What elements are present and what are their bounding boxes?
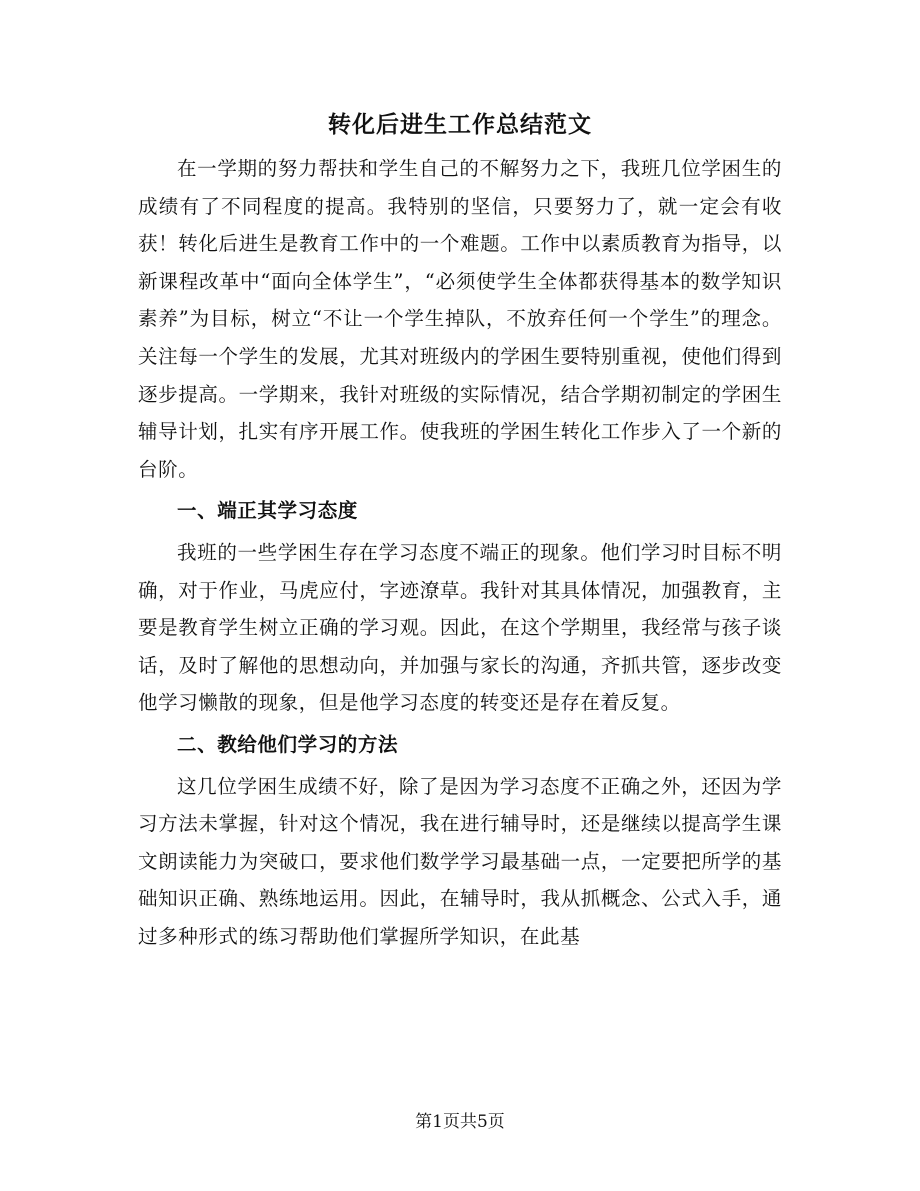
section-heading-1: 一、端正其学习态度 bbox=[177, 499, 358, 523]
section-2-paragraph: 这几位学困生成绩不好，除了是因为学习态度不正确之外，还因为学习方法未掌握，针对这个情况，我在进行辅导时，还是继续以提高学生课文朗读能力为突破口，要求他们数学学习最基础一点，一定要把所学的基础知识正确、熟练地运用。因此，在辅导时，我从抓概念、公式入手，通过多种形式的练习帮助他们掌握所学知识，在此基 bbox=[138, 774, 782, 948]
section-1-paragraph: 我班的一些学困生存在学习态度不端正的现象。他们学习时目标不明确，对于作业，马虎应付，字迹潦草。我针对其具体情况，加强教育，主要是教育学生树立正确的学习观。因此，在这个学期里，我经常与孩子谈话，及时了解他的思想动向，并加强与家长的沟通，齐抓共管，逐步改变他学习懒散的现象，但是他学习态度的转变还是存在着反复。 bbox=[138, 540, 782, 715]
document-body bbox=[138, 150, 782, 955]
intro-paragraph: 在一学期的努力帮扶和学生自己的不解努力之下，我班几位学困生的成绩有了不同程度的提高。我特别的坚信，只要努力了，就一定会有收获！转化后进生是教育工作中的一个难题。工作中以素质教育为指导，以新课程改革中“面向全体学生”，“必须使学生全体都获得基本的数学知识素养”为目标，树立“不让一个学生掉队，不放弃任何一个学生”的理念。关注每一个学生的发展，尤其对班级内的学困生要特别重视，使他们得到逐步提高。一学期来，我针对班级的实际情况，结合学期初制定的学困生辅导计划，扎实有序开展工作。使我班的学困生转化工作步入了一个新的台阶。 bbox=[138, 157, 782, 481]
document-title: 转化后进生工作总结范文 bbox=[328, 111, 592, 138]
section-heading-2: 二、教给他们学习的方法 bbox=[177, 732, 399, 756]
page-number-footer: 第1页共5页 bbox=[415, 1112, 505, 1132]
